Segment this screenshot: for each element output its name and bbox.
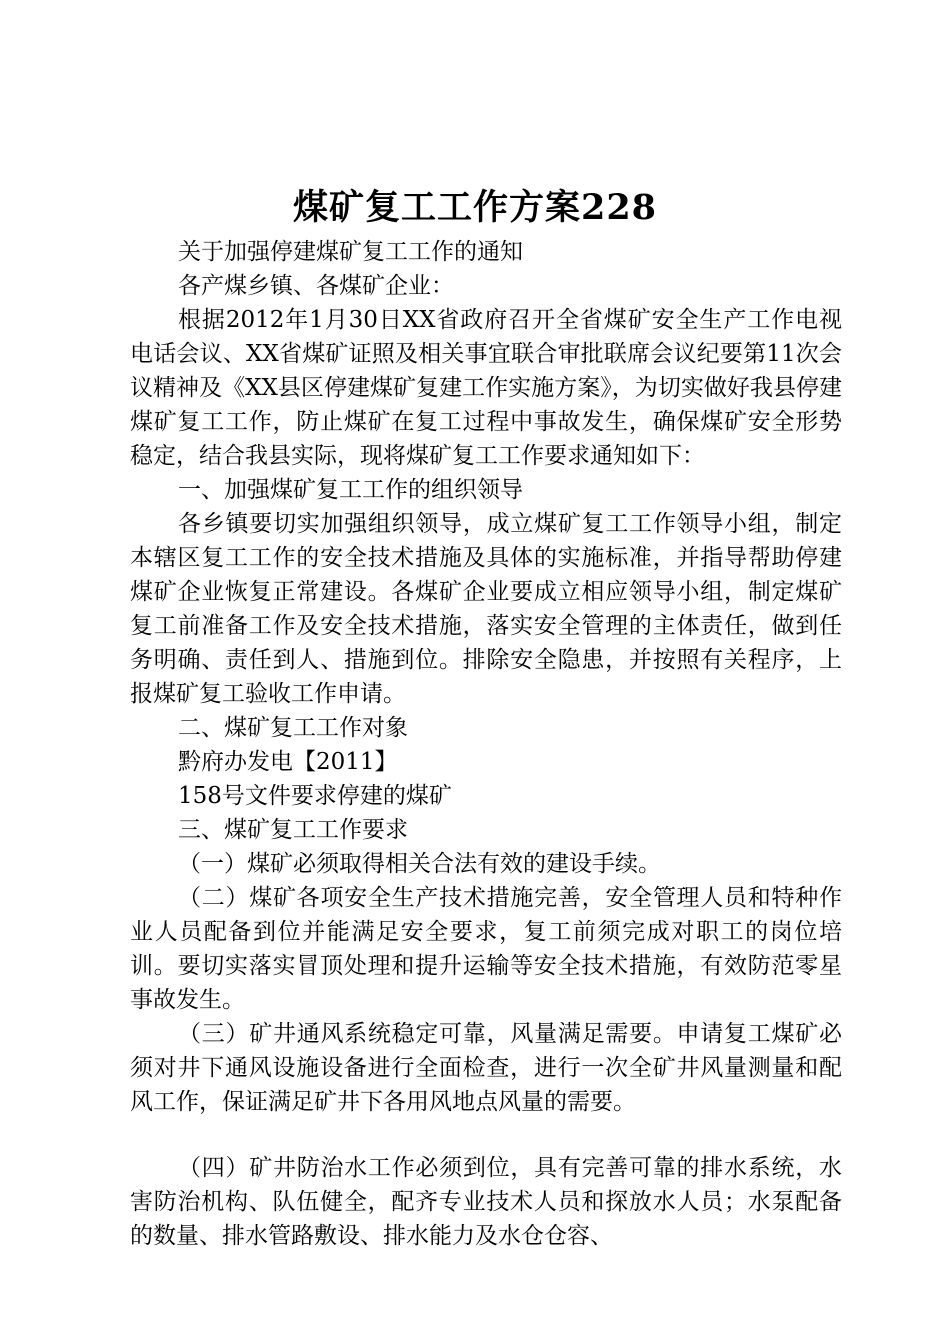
notice-heading: 关于加强停建煤矿复工工作的通知 (178, 239, 523, 265)
paragraph-gap (130, 1119, 842, 1151)
requirement-3: （三）矿井通风系统稳定可靠，风量满足需要。申请复工煤矿必须对井下通风设施设备进行全面检查，进行一次全矿井风量测量和配风工作，保证满足矿井下各用风地点风量的需要。 (130, 1021, 842, 1115)
requirement-2: （二）煤矿各项安全生产技术措施完善，安全管理人员和特种作业人员配备到位并能满足安全要求，复工前须完成对职工的岗位培训。要切实落实冒顶处理和提升运输等安全技术措施，有效防范零星事故发生。 (130, 885, 842, 1013)
intro-paragraph: 根据2012年1月30日XX省政府召开全省煤矿安全生产工作电视电话会议、XX省煤矿证照及相关事宜联合审批联席会议纪要第11次会议精神及《XX县区停建煤矿复建工作实施方案》，为切实做好我县停建煤矿复工工作，防止煤矿在复工过程中事故发生，确保煤矿安全形势稳定，结合我县实际，现将煤矿复工工作要求通知如下： (130, 307, 842, 469)
section-2-line-1: 黔府办发电【2011】 (178, 749, 398, 775)
section-heading-3: 三、煤矿复工工作要求 (178, 817, 408, 843)
section-2-line-2: 158号文件要求停建的煤矿 (178, 783, 452, 809)
requirement-1: （一）煤矿必须取得相关合法有效的建设手续。 (178, 851, 661, 877)
section-1-paragraph: 各乡镇要切实加强组织领导，成立煤矿复工工作领导小组，制定本辖区复工工作的安全技术措施及具体的实施标准，并指导帮助停建煤矿企业恢复正常建设。各煤矿企业要成立相应领导小组，制定煤矿复工前准备工作及安全技术措施，落实安全管理的主体责任，做到任务明确、责任到人、措施到位。排除安全隐患，并按照有关程序，上报煤矿复工验收工作申请。 (130, 511, 842, 707)
section-heading-1: 一、加强煤矿复工工作的组织领导 (178, 477, 523, 503)
requirement-4: （四）矿井防治水工作必须到位，具有完善可靠的排水系统，水害防治机构、队伍健全，配齐专业技术人员和探放水人员；水泵配备的数量、排水管路敷设、排水能力及水仓仓容、 (130, 1155, 842, 1249)
section-heading-2: 二、煤矿复工工作对象 (178, 715, 408, 741)
document-title: 煤矿复工工作方案228 (292, 187, 658, 228)
addressee-line: 各产煤乡镇、各煤矿企业： (178, 273, 454, 299)
document-body (130, 235, 842, 1253)
